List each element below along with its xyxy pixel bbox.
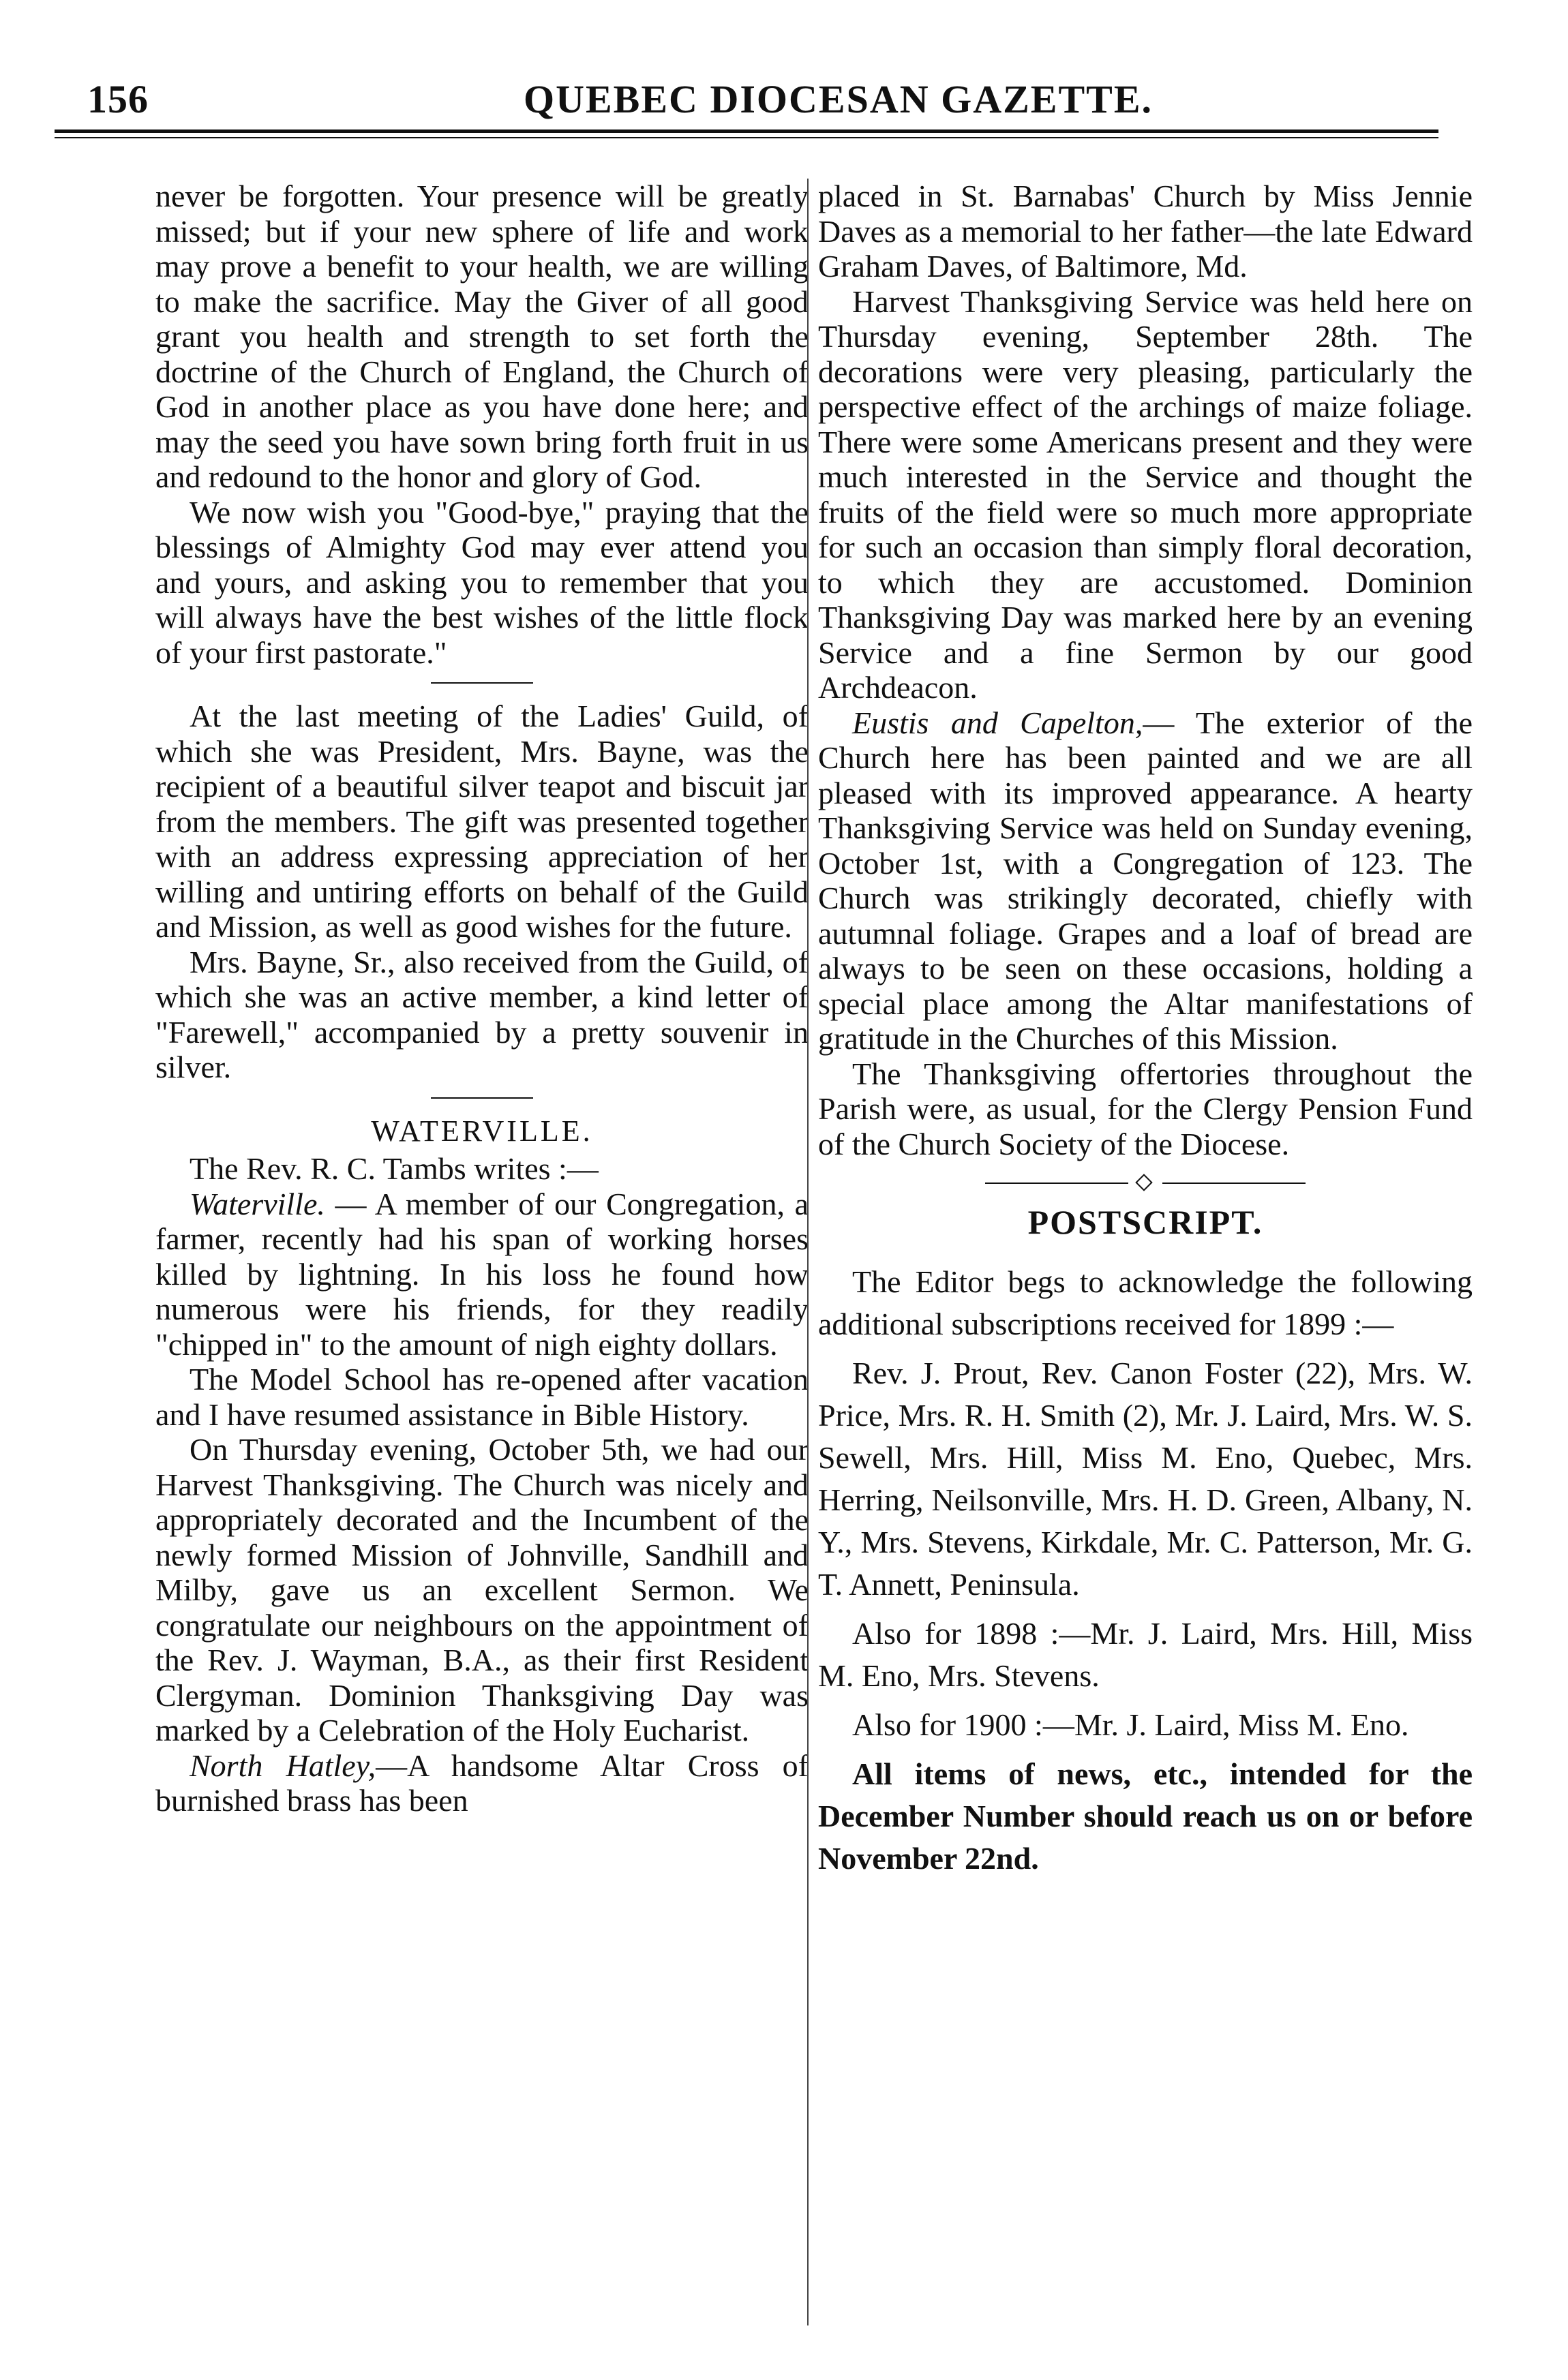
paragraph-text: —A handsome Altar Cross of burnished brass has been: [155, 1748, 809, 1818]
paragraph: Mrs. Bayne, Sr., also received from the Guild, of which she was an active member, a kind letter of "Farewell," accompanied by a pretty souvenir in silver.: [155, 944, 809, 1084]
subscriber-list: Rev. J. Prout, Rev. Canon Foster (22), Mrs. W. Price, Mrs. R. H. Smith (2), Mr. J. Laird, Mrs. W. S. Sewell, Mrs. Hill, Miss M. Eno, Quebec, Mrs. Herring, Neilsonville, Mrs. H. D. Green, Albany, N. Y., Mrs. Stevens, Kirkdale, Mr. C. Patterson, Mr. G. T. Annett, Peninsula.: [818, 1355, 1473, 1602]
deadline-notice: All items of news, etc., intended for the December Number should reach us on or before November 22nd.: [818, 1756, 1473, 1876]
left-column: [155, 179, 809, 1818]
page-header: [87, 61, 1458, 136]
rule-line: [1162, 1183, 1306, 1184]
paragraph: placed in St. Barnabas' Church by Miss Jennie Daves as a memorial to her father—the late Edward Graham Daves, of Baltimore, Md.: [818, 179, 1473, 284]
paragraph: [818, 705, 1473, 1056]
place-name: North Hatley,: [190, 1748, 376, 1783]
column-divider: [807, 179, 809, 2325]
paragraph: We now wish you "Good-bye," praying that the blessings of Almighty God may ever attend you and yours, and asking you to remember that you will always have the best wishes of the little flock of your first pastorate.": [155, 494, 809, 670]
right-column: [818, 179, 1473, 1887]
postscript-section: [818, 1261, 1473, 1880]
byline: The Rev. R. C. Tambs writes :—: [190, 1151, 599, 1186]
paragraph: The Model School has re-opened after vacation and I have resumed assistance in Bible History.: [155, 1362, 809, 1432]
paragraph: [155, 1748, 809, 1818]
section-heading-waterville: WATERVILLE.: [371, 1114, 593, 1148]
header-rule: [55, 129, 1438, 138]
postscript-heading: POSTSCRIPT.: [1027, 1203, 1263, 1241]
ornament-rule: [985, 1176, 1306, 1190]
paragraph: The Editor begs to acknowledge the following additional subscriptions received for 1899 :—: [818, 1264, 1473, 1341]
paragraph: Also for 1900 :—Mr. J. Laird, Miss M. Eno.: [852, 1707, 1409, 1742]
paragraph-text: — The exterior of the Church here has been painted and we are all pleased with its improved appearance. A hearty Thanksgiving Service was held on Sunday evening, October 1st, with a Congregation of 123. The Church was strikingly decorated, chiefly with autumnal foliage. Grapes and a loaf of bread are always to be seen on these occasions, holding a special place among the Altar manifestations of gratitude in the Churches of this Mission.: [818, 705, 1473, 1056]
running-title: QUEBEC DIOCESAN GAZETTE.: [524, 77, 1154, 121]
place-name: Waterville.: [190, 1186, 325, 1221]
paragraph: Also for 1898 :—Mr. J. Laird, Mrs. Hill, Miss M. Eno, Mrs. Stevens.: [818, 1615, 1473, 1693]
paragraph: never be forgotten. Your presence will be greatly missed; but if your new sphere of life and work may prove a benefit to your health, we are willing to make the sacrifice. May the Giver of all good grant you health and strength to set forth the doctrine of the Church of England, the Church of God in another place as you have done here; and may the seed you have sown bring forth fruit in us and redound to the honor and glory of God.: [155, 179, 809, 494]
paragraph: Harvest Thanksgiving Service was held here on Thursday evening, September 28th. The decorations were very pleasing, particularly the perspective effect of the archings of maize foliage. There were some Americans present and they were much interested in the Service and thought the fruits of the field were so much more appropriate for such an occasion than simply floral decoration, to which they are accustomed. Dominion Thanksgiving Day was marked here by an evening Service and a fine Sermon by our good Archdeacon.: [818, 284, 1473, 705]
section-separator: [431, 1097, 533, 1099]
paragraph: [155, 1187, 809, 1362]
page-number: 156: [87, 77, 149, 121]
paragraph: On Thursday evening, October 5th, we had our Harvest Thanksgiving. The Church was nicely and appropriately decorated and the Incumbent of the newly formed Mission of Johnville, Sandhill and Milby, gave us an excellent Sermon. We congratulate our neighbours on the appointment of the Rev. J. Wayman, B.A., as their first Resident Clergyman. Dominion Thanksgiving Day was marked by a Celebration of the Holy Eucharist.: [155, 1432, 809, 1748]
paragraph: The Thanksgiving offertories throughout the Parish were, as usual, for the Clergy Pension Fund of the Church Society of the Diocese.: [818, 1056, 1473, 1161]
paragraph: At the last meeting of the Ladies' Guild, of which she was President, Mrs. Bayne, was the recipient of a beautiful silver teapot and biscuit jar from the members. The gift was presented together with an address expressing appreciation of her willing and untiring efforts on behalf of the Guild and Mission, as well as good wishes for the future.: [155, 699, 809, 944]
place-name: Eustis and Capelton,: [852, 705, 1143, 740]
diamond-ornament-icon: [1135, 1174, 1152, 1191]
rule-line: [985, 1183, 1128, 1184]
section-separator: [431, 682, 533, 684]
paragraph-text: — A member of our Congregation, a farmer, recently had his span of working horses killed by lightning. In his loss he found how numerous were his friends, for they readily "chipped in" to the amount of nigh eighty dollars.: [155, 1186, 809, 1362]
